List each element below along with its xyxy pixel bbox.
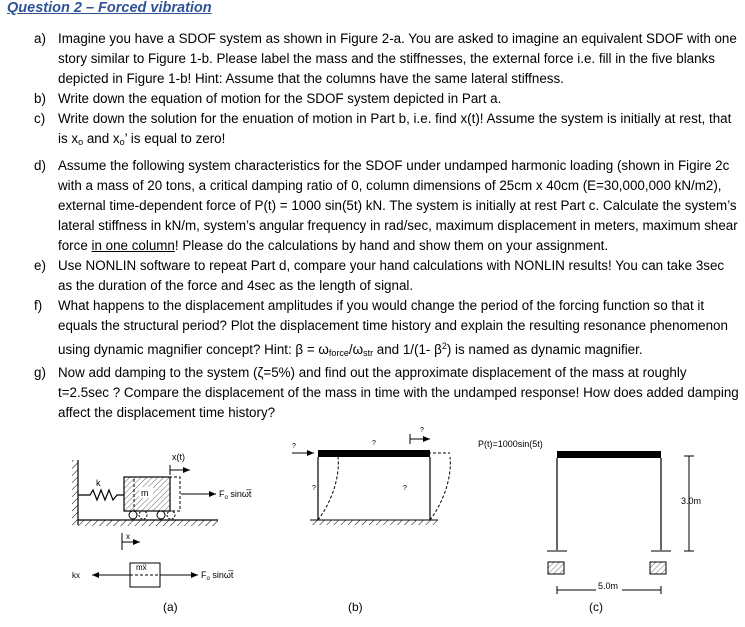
item-label: g) [34, 365, 46, 380]
item-e [0, 256, 745, 296]
width-label: 5.0m [598, 581, 619, 591]
figure-c [478, 439, 701, 614]
item-text: Write down the solution for the enuation of motion in Part b, i.e. find x(t)! Assume the system is initially at rest, that is x [58, 111, 732, 146]
fbd-inertia-label: mẍ [136, 563, 147, 572]
question-list [0, 29, 745, 423]
subscript: o [78, 137, 84, 147]
fbd-x-label: x [126, 532, 130, 541]
item-label: a) [34, 31, 46, 46]
item-text: Write down the equation of motion for the SDOF system depicted in Part a. [58, 91, 502, 106]
item-f [0, 296, 745, 363]
item-a [0, 29, 745, 89]
item-b [0, 89, 745, 109]
item-c [0, 109, 745, 152]
force-label: $F_o$ sinω̅t [219, 489, 252, 501]
blank-force: ? [292, 443, 296, 450]
column-section-right [650, 562, 666, 574]
item-text: Use NONLIN software to repeat Part d, compare your hand calculations with NONLIN results! You can take 3sec as the duration of the force and 4sec as the length of signal. [58, 258, 725, 293]
item-text: /ω [348, 342, 364, 357]
item-text: Assume the following system characteristics for the SDOF under undamped harmonic loading (shown in Figire 2c with a mass of 20 tons, a critical damping ratio of 0, column dimensions of 25cm x 40cm (E=30,000,000 kN/m2), external time-dependent force of P(t) = 1000 sin(5t) kN. The system is initially at rest Part c. Calculate the system’s lateral stiffness in kN/m, system’s angular frequency in rad/sec, maximum displacement in meters, maximum shear force [58, 158, 738, 253]
item-label: d) [34, 158, 46, 173]
figure-b [292, 427, 450, 614]
item-text: What happens to the displacement amplitudes if you would change the period of the forcing function so that it equals the structural period? Plot the displacement time history and explain the resulting resonance phenomenon using dynamic magnifier concept? Hint: β = ω [58, 298, 728, 357]
subscript: str [363, 348, 374, 358]
fbd-force-label: $F_o$ sinω̅t [201, 570, 234, 582]
item-label: f) [34, 298, 43, 313]
subscript: force [328, 348, 349, 358]
item-label: c) [34, 111, 46, 126]
underlined-text: in one column [91, 238, 175, 253]
blank-displacement: ? [420, 427, 424, 434]
superscript: 2 [441, 341, 447, 351]
height-label: 3.0m [681, 496, 702, 506]
fbd-kx-label: kx [72, 571, 80, 580]
column-section-left [548, 562, 564, 574]
k-label: k [96, 478, 101, 488]
item-text: and x [83, 131, 120, 146]
wall [72, 460, 78, 525]
ground-b [310, 520, 438, 525]
x-t-label: x(t) [172, 452, 185, 462]
caption-c: (c) [589, 600, 603, 614]
item-text: ’ is equal to zero! [124, 131, 226, 146]
item-text: Imagine you have a SDOF system as shown in Figure 2-a. You are asked to imagine an equivalent SDOF with one story similar to Figure 1-b. Please label the mass and the stiffnesses, the external force i.e. fill in the five blanks depicted in Figure 1-b! Hint: Assume that the columns have the same lateral stiffness. [58, 31, 737, 86]
caption-b: (b) [348, 600, 363, 614]
ground [78, 520, 218, 526]
item-g [0, 363, 745, 423]
item-text: Now add damping to the system (ζ=5%) and find out the approximate displacement of the mass at roughly t=2.5sec ? Compare the displacement of the mass in time with the undamped response! How does added damping affect the displacement time history? [58, 365, 739, 420]
caption-a: (a) [163, 600, 178, 614]
question-title: Question 2 – Forced vibration [7, 0, 212, 16]
item-text: and 1/(1- β [373, 342, 442, 357]
item-text: ! Please do the calculations by hand and show them on your assignment. [174, 238, 609, 253]
subscript: o [119, 137, 125, 147]
m-label: m [141, 488, 149, 498]
figures [0, 420, 745, 627]
item-label: b) [34, 91, 46, 106]
item-d [0, 156, 745, 256]
figure-a [72, 452, 252, 614]
load-label: P(t)=1000sin(5t) [478, 439, 543, 449]
blank-mass: ? [372, 440, 376, 447]
item-text: ) is named as dynamic magnifier. [446, 342, 643, 357]
blank-k-left: ? [312, 485, 316, 492]
item-label: e) [34, 258, 46, 273]
blank-k-right: ? [403, 485, 407, 492]
spring [78, 490, 124, 500]
beam-c [557, 451, 661, 458]
